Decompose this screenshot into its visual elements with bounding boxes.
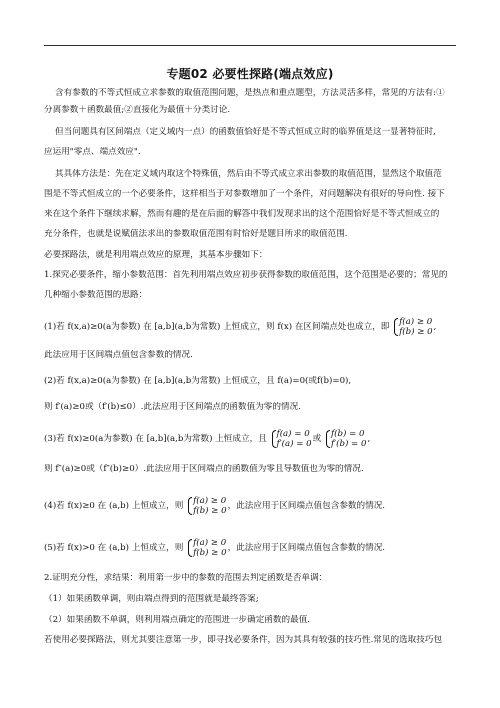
paragraph-line: 充分条件，也就是说赋值法求出的参数取值范围有时恰好是题目所求的取值范围. <box>44 229 348 239</box>
case-3-cond: f(a) = 0 <box>276 428 310 439</box>
case-3-cond: f′(b) = 0 <box>330 438 367 449</box>
case-3-system-a <box>271 429 312 449</box>
case-3-tail: , <box>367 434 371 444</box>
case-3-text: (3)若 f(x)≥0(a为参数) 在 [a,b](a,b为常数) 上恒成立，且 <box>44 434 267 444</box>
case-3-cond: f(b) = 0 <box>330 428 365 439</box>
case-4-cond: f(a) ≥ 0 <box>193 495 227 506</box>
step-2-heading: 2.证明充分性，求结果：利用第一步中的参数的范围去判定函数是否单调： <box>44 573 328 583</box>
case-1-note: 此法应用于区间端点值包含参数的情况. <box>44 350 193 360</box>
case-3-system-b <box>325 429 366 449</box>
case-5 <box>44 534 456 562</box>
paragraph-line: 1.探究必要条件，缩小参数范围：首先利用端点效应初步获得参数的取值范围，这个范围是必要的；常见的 <box>44 270 448 280</box>
paragraph-line: 但当问题具有区间端点（定义域内一点）的函数值恰好是不等式恒成立时的临界值是这一显著特征时, <box>55 127 436 137</box>
case-4-cond: f(b) ≥ 0 <box>193 505 227 516</box>
paragraph-line: 必要探路法，就是利用端点效应的原理，其基本步骤如下： <box>44 250 268 260</box>
paragraph-line: 围是不等式恒成立的一个必要条件，这样相当于对参数增加了一个条件，对问题解决有很好的导向性. 接下 <box>44 189 445 199</box>
paragraph-line: 分离参数＋函数最值;②直接化为最值＋分类讨论. <box>44 105 231 115</box>
case-5-cond: f(b) ≥ 0 <box>193 547 227 558</box>
case-5-text: (5)若 f(x)>0 在 (a,b) 上恒成立，则 <box>44 543 184 553</box>
header-rule <box>44 45 456 46</box>
case-5-cond: f(a) ≥ 0 <box>193 537 227 548</box>
step-2-item: （1）如果函数单调，则由端点得到的范围就是最终答案; <box>44 594 259 604</box>
paragraph-line: 其具体方法是：先在定义域内取这个特殊值，然后由不等式成立求出参数的取值范围，显然这个取值范 <box>55 169 442 179</box>
step-2-note: 若使用必要探路法，则尤其要注意第一步，即寻找必要条件，因为其具有较强的技巧性.常见的选取技巧包 <box>44 635 443 645</box>
step-2-item: （2）如果函数不单调，则利用端点确定的范围进一步确定函数的最值. <box>44 615 311 625</box>
case-1-tail: , <box>433 322 437 332</box>
case-4-system <box>187 496 227 516</box>
paragraph-line: 应运用"零点、端点效应". <box>44 147 141 157</box>
case-2-text: (2)若 f(x,a)≥0(a为参数) 在 [a,b](a,b为常数) 上恒成立，且 f(a)=0(或f(b)=0), <box>44 376 352 386</box>
case-4-text: (4)若 f(x)≥0 在 (a,b) 上恒成立，则 <box>44 501 184 511</box>
case-3 <box>44 425 456 453</box>
document-title: 专题02 必要性探路(端点效应) <box>166 67 334 81</box>
case-1-cond: f(b) ≥ 0 <box>399 326 433 337</box>
case-2-note: 则 f′(a)≥0或（f′(b)≤0）.此法应用于区间端点的函数值为零的情况. <box>44 402 301 412</box>
case-5-note: ，此法应用于区间端点值包含参数的情况. <box>227 543 386 553</box>
case-1 <box>44 313 456 341</box>
case-1-text: (1)若 f(x,a)≥0(a为参数) 在 [a,b](a,b为常数) 上恒成立，则 f(x) 在区间端点处也成立，即 <box>44 322 390 332</box>
case-1-system <box>393 317 433 337</box>
case-5-system <box>187 538 227 558</box>
paragraph-line: 来在这个条件下继续求解，然而有趣的是在后面的解答中我们发现求出的这个范围恰好是不等式恒成立的 <box>44 209 440 219</box>
case-4-note: ，此法应用于区间端点值包含参数的情况. <box>227 501 386 511</box>
paragraph-line: 含有参数的不等式恒成立求参数的取值范围问题，是热点和重点题型，方法灵活多样，常见的方法有:① <box>55 88 445 98</box>
case-3-or: 或 <box>312 434 322 444</box>
case-3-note: 则 f″(a)≥0或（f″(b)≥0）.此法应用于区间端点的函数值为零且导数值也为零的情况. <box>44 464 364 474</box>
case-1-cond: f(a) ≥ 0 <box>399 316 433 327</box>
case-3-cond: f′(a) = 0 <box>276 438 312 449</box>
case-4 <box>44 492 456 520</box>
paragraph-line: 几种缩小参数范围的思路： <box>44 290 148 300</box>
